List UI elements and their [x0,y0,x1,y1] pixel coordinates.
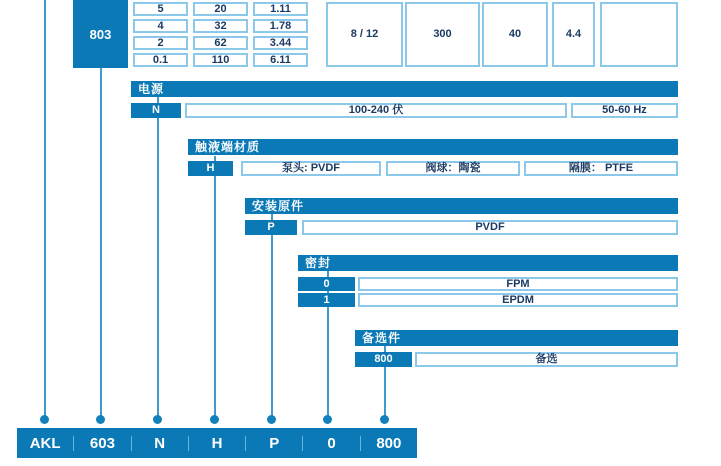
order-code-segment: H [211,434,223,452]
model-code-cell: 803 [73,0,128,68]
seal-code-cell: 0 [298,277,355,291]
connector-dot-power [153,415,162,424]
power-frequency-cell: 50-60 Hz [571,103,678,118]
accessories-code-cell: 800 [355,352,412,367]
installation-section-header: 安装原件 [245,198,678,214]
connection-cell: 8 / 12 [326,2,403,67]
order-code-segment: 0 [327,434,336,452]
connector-line-installation [271,214,273,417]
order-code-segment: AKL [29,434,61,452]
connector-dot-akl [40,415,49,424]
connector-dot-installation [267,415,276,424]
dose-cell: 3.44 [253,36,308,50]
dose-cell: 1.11 [253,2,308,16]
pressure-cell: 4 [133,19,188,33]
connector-dot-accessories [380,415,389,424]
power-section-header: 电源 [131,81,678,97]
connector-line-power [157,97,159,417]
pressure-cell: 0.1 [133,53,188,67]
wetted-code-cell: H [188,161,233,176]
diaphragm-cell: 隔膜： PTFE [524,161,678,176]
order-code-segment: 603 [89,434,115,452]
wetted-section-header: 触液端材质 [188,139,678,155]
stroke-rate-cell: 300 [405,2,480,67]
connector-line-wetted [214,156,216,417]
power-code-cell: N [131,103,181,118]
seal-value-cell: EPDM [358,293,678,307]
order-code-segment: N [154,434,166,452]
connector-dot-model [96,415,105,424]
connector-line-akl [44,0,46,417]
pressure-cell: 2 [133,36,188,50]
power-voltage-cell: 100-240 伏 [185,103,567,118]
seal-code-cell: 1 [298,293,355,307]
installation-material-cell: PVDF [302,220,678,235]
pressure-cell: 5 [133,2,188,16]
flow-cell: 62 [193,36,248,50]
installation-code-cell: P [245,220,297,235]
power-cell: 40 [482,2,548,67]
order-code-segment: P [269,434,280,452]
seal-section-header: 密封 [298,255,678,271]
connector-dot-wetted [210,415,219,424]
pump-head-cell: 泵头: PVDF [241,161,381,176]
dose-cell: 6.11 [253,53,308,67]
seal-value-cell: FPM [358,277,678,291]
flow-cell: 110 [193,53,248,67]
order-code-segment: 800 [376,434,402,452]
weight-cell: 4.4 [552,2,595,67]
accessories-value-cell: 备选 [415,352,678,367]
flow-cell: 32 [193,19,248,33]
dose-cell: 1.78 [253,19,308,33]
flow-cell: 20 [193,2,248,16]
extra-cell [600,2,678,67]
valve-ball-cell: 阀球：陶瓷 [386,161,520,176]
accessories-section-header: 备选件 [355,330,678,346]
connector-dot-seal [323,415,332,424]
order-code-bar [17,428,417,458]
